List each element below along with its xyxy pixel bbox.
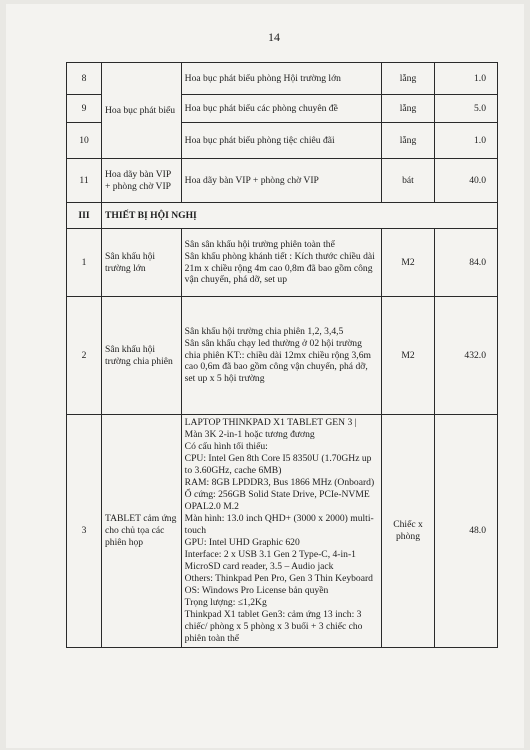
- description-line: Sân sân khấu hội trường phiên toàn thể: [184, 238, 335, 250]
- description-line: GPU: Intel UHD Graphic 620: [184, 536, 300, 548]
- quantity-cell: 84.0: [434, 229, 497, 297]
- equipment-table: [66, 62, 498, 648]
- unit-cell: lẵng: [382, 123, 435, 159]
- item-description: [181, 415, 381, 648]
- description-line: Thinkpad X1 tablet Gen3: cảm ứng 13 inch: 3: [184, 608, 362, 620]
- section-title: THIẾT BỊ HỘI NGHỊ: [102, 203, 498, 229]
- row-number: 3: [67, 415, 102, 648]
- page-number: 14: [268, 30, 280, 44]
- document-page: [6, 4, 524, 748]
- description-line: Sân khấu hội trường chia phiên 1,2, 3,4,5: [184, 325, 344, 337]
- table-row: [67, 63, 498, 95]
- description-line: Màn hình: 13.0 inch QHD+ (3000 x 2000) multi-: [184, 512, 374, 524]
- description-line: Ổ cứng: 256GB Solid State Drive, PCIe-NVME: [184, 488, 370, 500]
- quantity-cell: 48.0: [434, 415, 497, 648]
- unit-cell: Chiếc x phòng: [382, 415, 435, 648]
- item-name: Sân khấu hội trường chia phiên: [102, 297, 182, 415]
- table-row: [67, 229, 498, 297]
- item-description: Hoa dãy bàn VIP + phòng chờ VIP: [181, 159, 381, 203]
- unit-cell: lẵng: [382, 63, 435, 95]
- section-header-row: [67, 203, 498, 229]
- quantity-cell: 1.0: [434, 123, 497, 159]
- quantity-cell: 40.0: [434, 159, 497, 203]
- section-number: III: [67, 203, 102, 229]
- row-number: 2: [67, 297, 102, 415]
- quantity-cell: 1.0: [434, 63, 497, 95]
- unit-cell: M2: [382, 297, 435, 415]
- item-name: TABLET cảm ứng cho chủ tọa các phiên họp: [102, 415, 182, 648]
- description-line: Có cấu hình tối thiểu:: [184, 440, 268, 452]
- item-description: [181, 297, 381, 415]
- description-line: Sân sân khấu chạy led thường ở 02 hội trường chia phiên KT:: chiều dài 12mx chiều rộng 3,6m cao 0,6m đã bao gồm công vận chuyển, phá dỡ, set up x 5 hội trường: [184, 337, 371, 385]
- description-line: to 3.60GHz, cache 6MB): [184, 464, 282, 476]
- item-name: Sân khấu hội trường lớn: [102, 229, 182, 297]
- item-description: Hoa bục phát biểu phòng tiệc chiêu đãi: [181, 123, 381, 159]
- description-line: touch: [184, 524, 206, 536]
- row-number: 1: [67, 229, 102, 297]
- description-line: CPU: Intel Gen 8th Core I5 8350U (1.70GHz up: [184, 452, 372, 464]
- unit-cell: bát: [382, 159, 435, 203]
- description-line: RAM: 8GB LPDDR3, Bus 1866 MHz (Onboard): [184, 476, 375, 488]
- row-number: 11: [67, 159, 102, 203]
- item-description: Hoa bục phát biểu các phòng chuyên đề: [181, 95, 381, 123]
- description-line: Màn 3K 2-in-1 hoặc tương đương: [184, 428, 315, 440]
- description-line: MicroSD card reader, 3.5 – Audio jack: [184, 560, 334, 572]
- quantity-cell: 432.0: [434, 297, 497, 415]
- unit-cell: M2: [382, 229, 435, 297]
- quantity-cell: 5.0: [434, 95, 497, 123]
- description-line: Interface: 2 x USB 3.1 Gen 2 Type-C, 4-in-1: [184, 548, 356, 560]
- row-number: 10: [67, 123, 102, 159]
- item-description: Hoa bục phát biểu phòng Hội trường lớn: [181, 63, 381, 95]
- description-line: OS: Windows Pro License bản quyền: [184, 584, 329, 596]
- row-number: 8: [67, 63, 102, 95]
- item-description: [181, 229, 381, 297]
- description-line: Trọng lượng: ≤1,2Kg: [184, 596, 267, 608]
- description-line: LAPTOP THINKPAD X1 TABLET GEN 3 |: [184, 417, 357, 428]
- description-line: Sân khấu phòng khánh tiết : Kích thước chiều dài 21m x chiều rộng 4m cao 0,8m đã bao gồm công vận chuyển, phá dỡ, set up: [184, 250, 375, 286]
- row-number: 9: [67, 95, 102, 123]
- description-line: Others: Thinkpad Pen Pro, Gen 3 Thin Keyboard: [184, 572, 373, 584]
- unit-cell: lẵng: [382, 95, 435, 123]
- description-line: OPAL2.0 M.2: [184, 500, 239, 512]
- table-row: [67, 415, 498, 648]
- description-line: chiếc/ phòng x 5 phòng x 3 buổi + 3 chiếc cho: [184, 620, 363, 632]
- table-row: [67, 297, 498, 415]
- item-group-name: Hoa bục phát biểu: [102, 63, 182, 159]
- table-row: [67, 159, 498, 203]
- description-line: phiên toàn thể: [184, 632, 240, 644]
- item-group-name: Hoa dãy bàn VIP + phòng chờ VIP: [102, 159, 182, 203]
